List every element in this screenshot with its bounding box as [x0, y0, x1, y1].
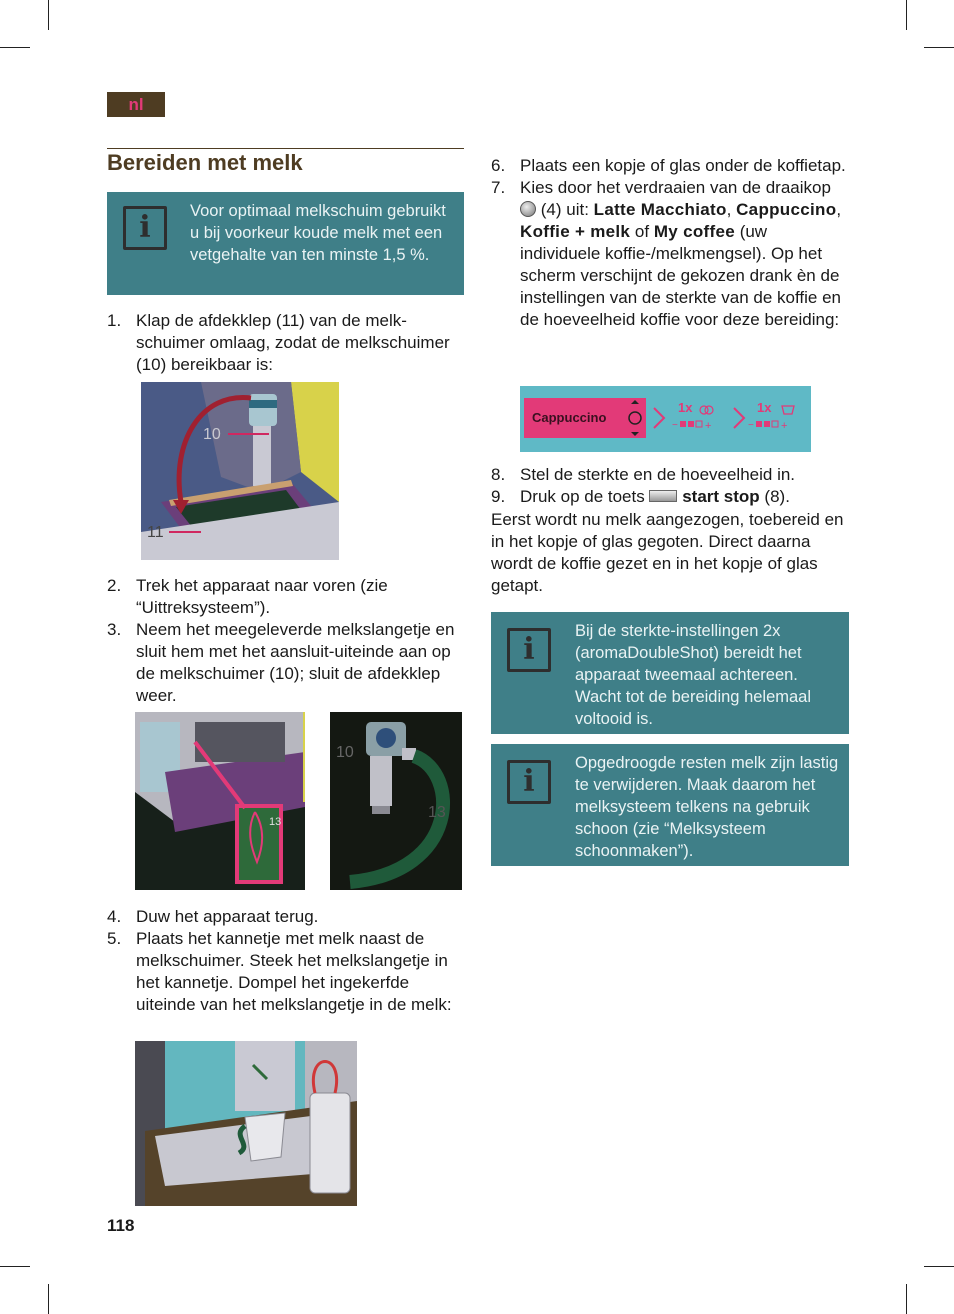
info-text: Voor optimaal melkschuim gebruikt u bij voorkeur koude melk met een vetgehalte van ten minste 1,5 %.	[190, 202, 446, 264]
step-text: Plaats het kannetje met melk naast de melkschuimer. Steek het melkslangetje in het kannetje. Dompel het ingekerfde uiteinde van het melkslangetje in de melk:	[136, 929, 452, 1014]
info-box	[491, 744, 849, 866]
svg-text:−: −	[672, 420, 678, 431]
info-text: Opgedroogde resten melk zijn lastig te verwijderen. Maak daarom het melksysteem telkens na gebruik schoon (zie “Melksysteem schoonmaken”).	[575, 754, 839, 860]
crop-mark	[906, 1284, 907, 1314]
start-stop-label: start stop	[682, 487, 760, 506]
milk-jug-illustration	[135, 1041, 357, 1206]
step-list	[491, 464, 849, 508]
drink-option: My coffee	[653, 222, 735, 241]
display-strength: 1x	[678, 400, 693, 415]
info-box	[491, 612, 849, 734]
drink-option: Koffie + melk	[520, 222, 631, 241]
step-number: 3.	[107, 620, 122, 639]
info-box	[107, 192, 464, 295]
step-text: Plaats een kopje of glas onder de koffietap.	[520, 156, 846, 175]
step-text: (4) uit:	[540, 200, 589, 219]
step-text: (uw individuele koffie-/melkmengsel). Op het scherm verschijnt de gekozen drank èn de instellingen van de sterkte van de koffie en de hoeveelheid koffie voor deze bereiding:	[520, 222, 842, 329]
step-list	[107, 906, 464, 1016]
list-item	[491, 464, 849, 486]
info-icon: i	[507, 760, 551, 804]
list-item	[107, 928, 464, 1016]
crop-mark	[0, 1266, 30, 1267]
figure-label: 10	[336, 744, 354, 761]
figure-label: 13	[428, 804, 446, 821]
title-rule	[107, 148, 464, 149]
svg-text:−: −	[748, 420, 754, 431]
info-icon: i	[123, 206, 167, 250]
step-number: 2.	[107, 576, 122, 595]
svg-text:+: +	[705, 420, 712, 432]
step-text: Klap de afdekklep (11) van de melkschuimer omlaag, zodat de melkschuimer (10) bereikbaar is:	[136, 311, 450, 374]
milk-tube-illustration	[135, 712, 305, 890]
list-item	[491, 155, 849, 177]
crop-mark	[0, 47, 30, 48]
step-text: (8).	[764, 487, 790, 506]
drink-option: Latte Macchiato	[593, 200, 727, 219]
step-text: Stel de sterkte en de hoeveelheid in.	[520, 465, 796, 484]
language-badge: nl	[107, 92, 165, 117]
display-drink: Cappuccino	[532, 410, 607, 425]
step-number: 9.	[491, 487, 506, 506]
page-number: 118	[107, 1216, 135, 1235]
step-number: 8.	[491, 465, 506, 484]
section-title: Bereiden met melk	[107, 150, 303, 175]
step-list	[491, 155, 849, 331]
step-number: 6.	[491, 156, 506, 175]
step-number: 1.	[107, 311, 122, 330]
step-number: 4.	[107, 907, 122, 926]
crop-mark	[924, 1266, 954, 1267]
step-number: 7.	[491, 178, 506, 197]
step-text: of	[634, 222, 650, 241]
list-item	[107, 575, 464, 619]
drink-option: Cappuccino	[736, 200, 837, 219]
figure-label: 11	[147, 524, 164, 541]
list-item	[107, 619, 464, 707]
step-text: Neem het meegeleverde melkslangetje en sluit hem met het aansluit-uiteinde aan op de melkschuimer (10); sluit de afdekklep weer.	[136, 620, 455, 705]
list-item	[107, 906, 464, 928]
svg-text:+: +	[781, 420, 788, 432]
list-item	[491, 177, 849, 331]
crop-mark	[924, 47, 954, 48]
crop-mark	[48, 1284, 49, 1314]
step-list	[107, 310, 464, 376]
machine-display	[520, 386, 811, 452]
step-text: Trek het apparaat naar voren (zie “Uittreksysteem”).	[136, 576, 388, 617]
list-item	[491, 486, 849, 508]
step-text: ,	[836, 200, 842, 219]
crop-mark	[48, 0, 49, 30]
start-stop-key-icon	[649, 490, 677, 502]
step-list	[107, 575, 464, 707]
frother-tube-illustration	[330, 712, 462, 890]
step-text: Druk op de toets	[520, 487, 645, 506]
figure-label: 13	[269, 816, 282, 828]
info-text: Bij de sterkte-instellingen 2x (aromaDoubleShot) bereidt het apparaat tweemaal achtereen. Wacht tot de bereiding helemaal voltooid is.	[575, 622, 812, 728]
step-number: 5.	[107, 929, 122, 948]
step-text: Kies door het verdraaien van de draaikop	[520, 178, 831, 197]
figure-label: 10	[203, 426, 221, 443]
display-quantity: 1x	[757, 400, 772, 415]
crop-mark	[906, 0, 907, 30]
body-paragraph: Eerst wordt nu melk aangezogen, toebereid en in het kopje of glas gegoten. Direct daarna wordt de koffie gezet en in het kopje of glas getapt.	[491, 510, 844, 595]
list-item	[107, 310, 464, 376]
knob-icon	[520, 201, 536, 217]
frother-cover-illustration	[141, 382, 339, 560]
step-text: ,	[726, 200, 732, 219]
step-text: Duw het apparaat terug.	[136, 907, 319, 926]
info-icon: i	[507, 628, 551, 672]
